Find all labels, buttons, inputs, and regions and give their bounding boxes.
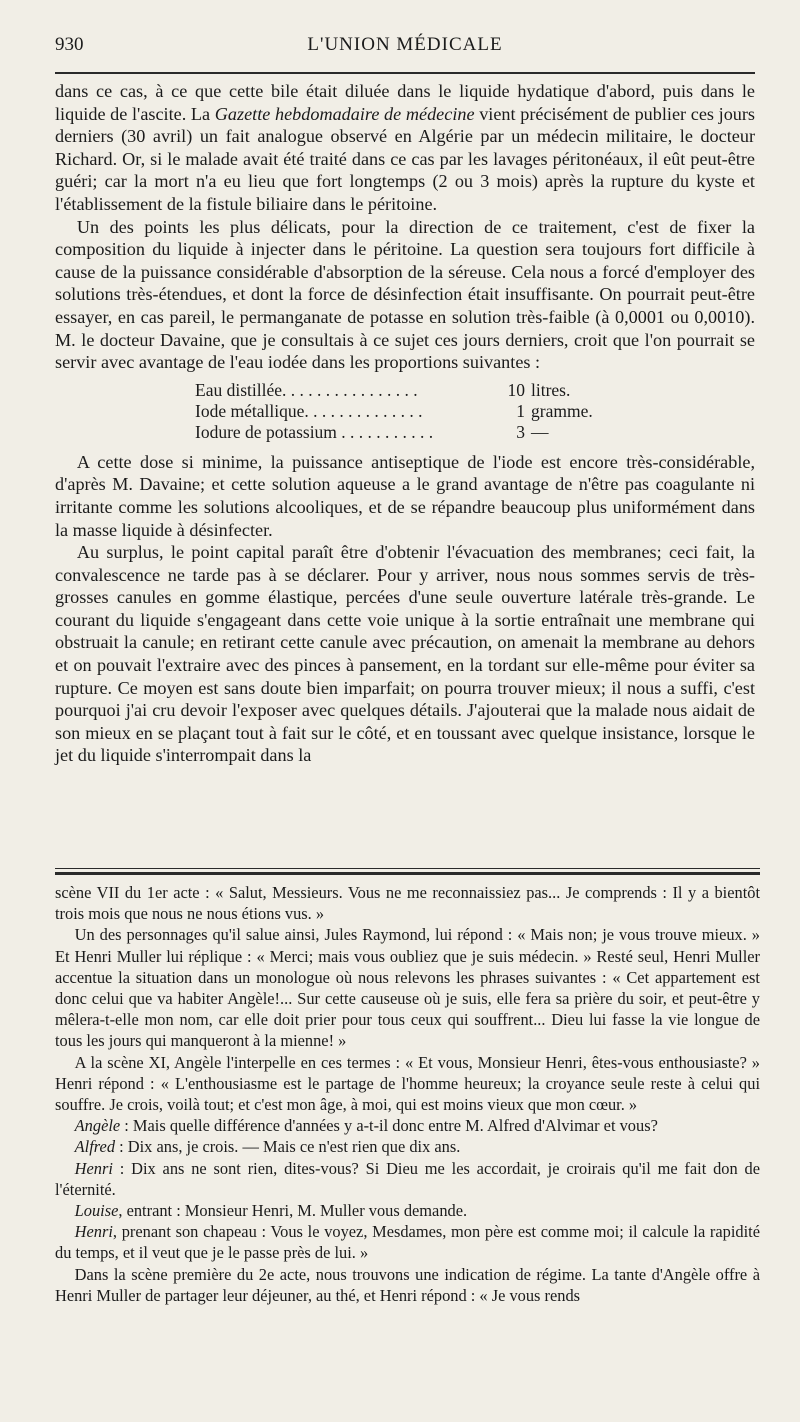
feuilleton [55,882,760,1306]
dialogue-line: Henri : Dix ans ne sont rien, dites-vous? Si Dieu me les accordait, je croirais qu'il me fait don de l'éternité. [55,1158,760,1199]
speaker-name: Henri [74,1222,113,1242]
speaker-name: Louise [74,1201,119,1221]
dialogue-line: Henri, prenant son chapeau : Vous le voyez, Mesdames, mon père est comme moi; il calcule la rapidité du temps, et il veut que je le passe près de lui. » [55,1222,760,1263]
page-header [55,34,755,64]
feuilleton-rule-thick [55,872,760,875]
feuilleton-paragraph-2: Un des personnages qu'il salue ainsi, Jules Raymond, lui répond : « Mais non; je vous trouve mieux. » Et Henri Muller lui réplique : « Merci; mais vous oubliez que je suis médecin. » Resté seul, Henri Muller accentue la situation dans un monologue où nous relevons les phrases suivantes : « Cet appartement est donc celui que va habiter Angèle!... Sur cette causeuse où je suis, elle fera sa prière du soir, et peut-être y mêlera-t-elle mon nom, car elle doit prier pour tous ceux qui souffrent... Dieu lui fasse la vie longue de tous les jours qui manqueront à la mienne! » [55,925,760,1051]
speaker-name: Angèle [74,1116,121,1136]
paragraph-1: dans ce cas, à ce que cette bile était diluée dans le liquide hydatique d'abord, puis dans le liquide de l'ascite. La Gazette hebdomadaire de médecine vient précisément de publier ces jours derniers (30 avril) un fait analogue observé en Algérie par un médecin militaire, le docteur Richard. Or, si le malade avait été traité dans ce cas par les lavages péritonéaux, il eût peut-être guéri; car la mort n'a eu lieu que fort longtemps (2 ou 3 mois) après la rupture du kyste et l'établissement de la fistule biliaire dans le péritoine. [55,81,756,214]
journal-citation: Gazette hebdomadaire de médecine [214,103,475,124]
speaker-name: Alfred [74,1137,116,1157]
dialogue-line: Angèle : Mais quelle différence d'années y a-t-il donc entre M. Alfred d'Alvimar et vous? [74,1116,658,1136]
speaker-name: Henri [74,1158,113,1178]
paragraph-2: Un des points les plus délicats, pour la direction de ce traitement, c'est de fixer la composition du liquide à injecter dans le péritoine. La question sera toujours fort difficile à cause de la puissance considérable d'absorption de la séreuse. Cela nous a forcé d'employer des solutions très-étendues, et dont la force de désinfection était insuffisante. On pourrait peut-être essayer, en cas pareil, le permanganate de potasse en solution très-faible (à 0,0001 ou 0,0010). M. le docteur Davaine, que je consultais à ce sujet ces jours derniers, croit que l'on pourrait se servir avec avantage de l'eau iodée dans les proportions suivantes : [55,216,755,373]
paragraph-3: A cette dose si minime, la puissance antiseptique de l'iode est encore très-considérable, d'après M. Davaine; et cette solution aqueuse a le grand avantage de n'être pas coagulante ni irritante comme les solutions alcooliques, et de se répandre beaucoup plus uniformément dans la masse liquide à désinfecter. [55,451,755,540]
journal-title: L'UNION MÉDICALE [307,34,503,55]
feuilleton-paragraph-3: A la scène XI, Angèle l'interpelle en ces termes : « Et vous, Monsieur Henri, êtes-vous enthousiaste? » Henri répond : « L'enthousiasme est le partage de l'homme heureux; la croyance seule reste à celui qui souffre. Je crois, voilà tout; et c'est mon âge, à moi, qui est moins vieux que mon cœur. » [55,1052,760,1115]
feuilleton-paragraph-4: Dans la scène première du 2e acte, nous trouvons une indication de régime. La tante d'Angèle offre à Henri Muller de partager leur déjeuner, au thé, et Henri répond : « Je vous rends [55,1264,760,1305]
formula-row: Iode métallique. . . . . . . . . . . . . . 1 gramme. [195,400,593,421]
feuilleton-paragraph-1: scène VII du 1er acte : « Salut, Messieurs. Vous ne me reconnaissiez pas... Je comprends : Il y a bientôt trois mois que nous ne nous étions vus. » [55,883,760,924]
dialogue-line: Alfred : Dix ans, je crois. — Mais ce n'est rien que dix ans. [74,1137,461,1157]
feuilleton-rule-thin [55,868,760,869]
formula-row: Eau distillée. . . . . . . . . . . . . . . . 10 litres. [195,379,571,400]
header-rule [55,72,755,74]
paragraph-4: Au surplus, le point capital paraît être d'obtenir l'évacuation des membranes; ceci fait, la convalescence ne tarde pas à se déclarer. Pour y arriver, nous nous sommes servis de très-grosses canules en gomme élastique, percées d'une seule ouverture latérale très-grande. Le courant du liquide s'engageant dans cette voie unique à la sortie entraînait une membrane qui obstruait la canule; en retirant cette canule avec précaution, on amenait la membrane au dehors et on pouvait l'extraire avec des pinces à pansement, en la tordant sur elle-même pour éviter sa rupture. Ce moyen est sans doute bien imparfait; on pourra trouver mieux; il nous a suffi, c'est pourquoi j'ai cru devoir l'exposer avec quelques détails. J'ajouterai que la malade nous aidait de son mieux en se plaçant tout à fait sur le côté, et en toussant avec quelque insistance, lorsque le jet du liquide s'interrompait dans la [55,542,755,766]
iodine-formula [195,380,755,443]
page-number: 930 [55,34,84,55]
dialogue-line: Louise, entrant : Monsieur Henri, M. Muller vous demande. [74,1201,468,1221]
main-text [55,80,755,767]
formula-row: Iodure de potassium . . . . . . . . . . . 3 — [195,421,549,442]
